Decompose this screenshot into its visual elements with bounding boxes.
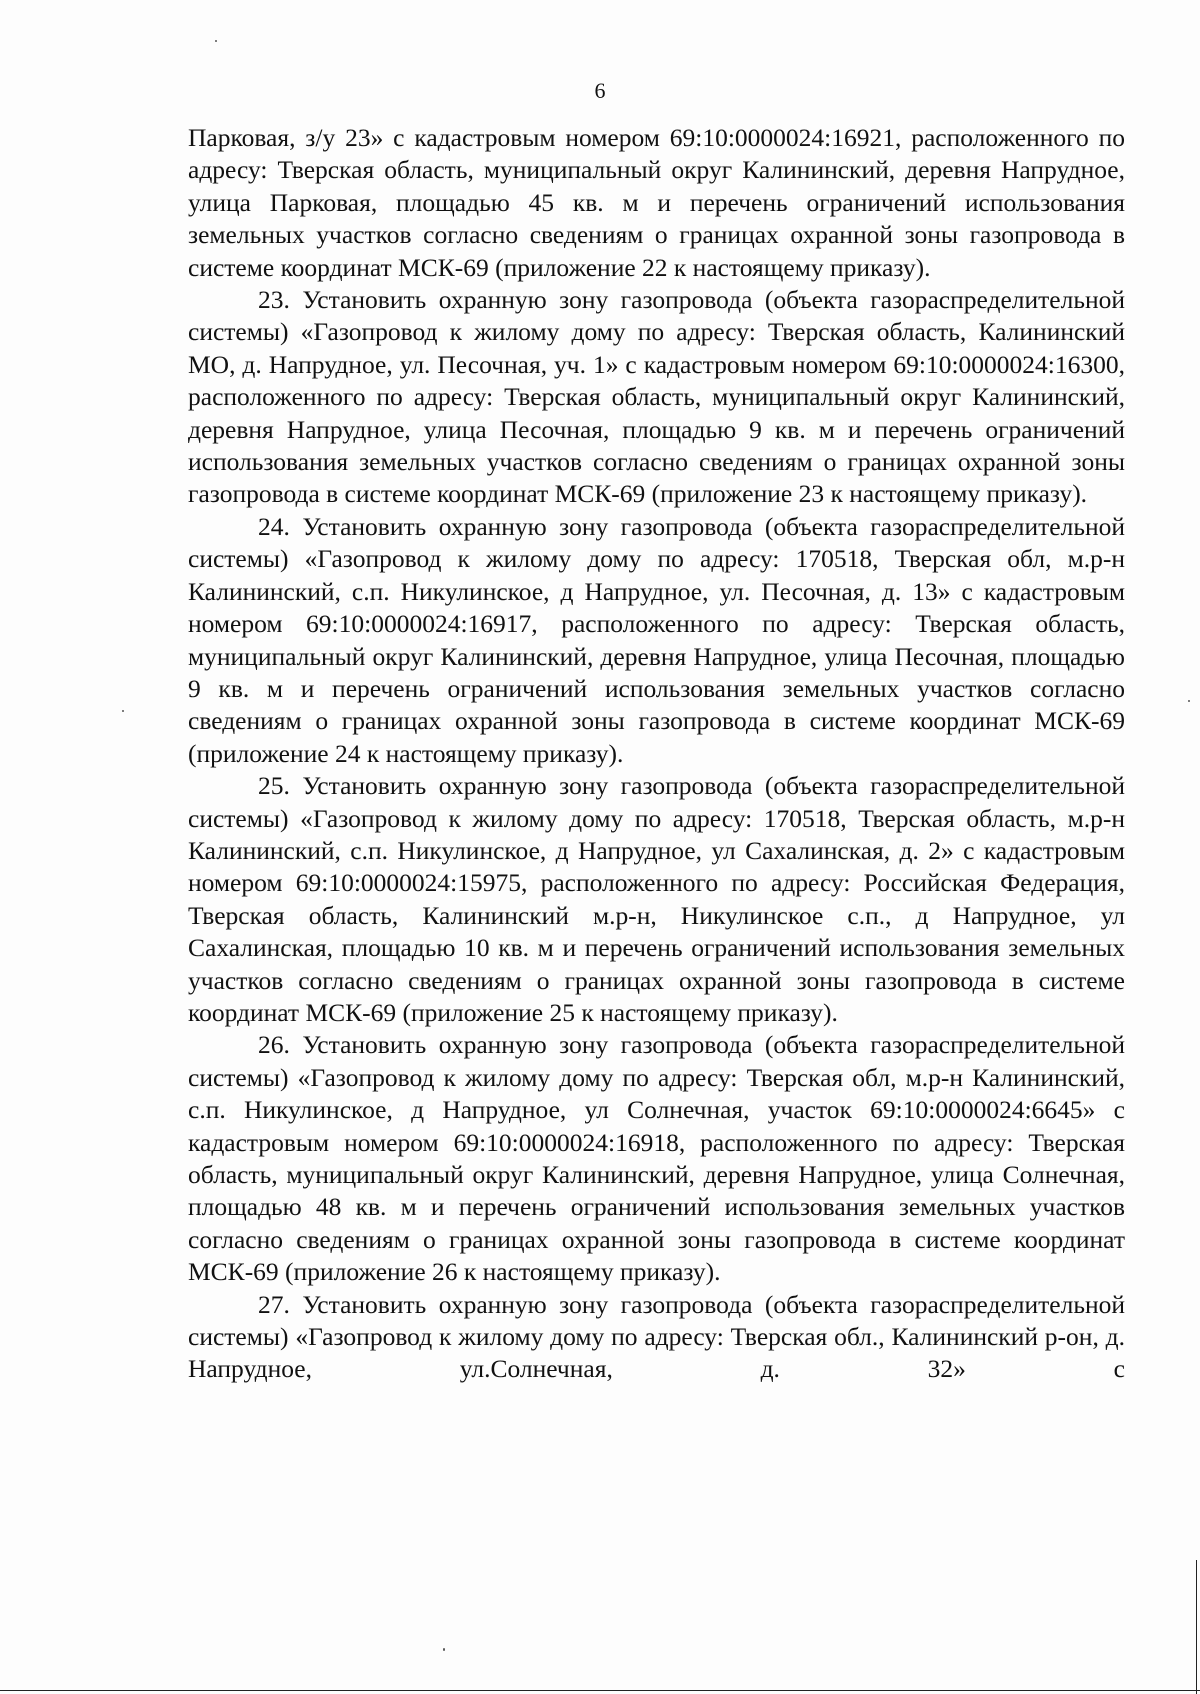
document-body (188, 122, 1125, 1386)
scan-speck (122, 710, 124, 712)
paragraph-27: 27. Установить охранную зону газопровода (объекта газораспределительной системы) «Газопровод к жилому дому по адресу: Тверская обл., Калининский р-он, д. Напрудное, ул.Солнечная, д. 32» с (188, 1289, 1125, 1384)
paragraph-26: 26. Установить охранную зону газопровода (объекта газораспределительной системы) «Газопровод к жилому дому по адресу: Тверская обл, м.р-н Калининский, с.п. Никулинское, д Напрудное, ул Солнечная, участок 69:10:0000024:6645» с кадастровым номером 69:10:0000024:16918, расположенного по адресу: Тверская область, муниципальный округ Калининский, деревня Напрудное, улица Солнечная, площадью 48 кв. м и перечень ограничений использования земельных участков согласно сведениям о границах охранной зоны газопровода в системе координат МСК-69 (приложение 26 к настоящему приказу). (188, 1030, 1125, 1287)
paragraph-22-continuation: Парковая, з/у 23» с кадастровым номером 69:10:0000024:16921, расположенного по адресу: Тверская область, муниципальный округ Калининский, деревня Напрудное, улица Парковая, площадью 45 кв. м и перечень ограничений использования земельных участков согласно сведениям о границах охранной зоны газопровода в системе координат МСК-69 (приложение 22 к настоящему приказу). (188, 123, 1125, 282)
page-number: 6 (594, 78, 606, 103)
scan-edge-line (1196, 1560, 1197, 1694)
scan-speck (215, 40, 217, 42)
paragraph-24: 24. Установить охранную зону газопровода (объекта газораспределительной системы) «Газопровод к жилому дому по адресу: 170518, Тверская обл, м.р-н Калининский, с.п. Никулинское, д Напрудное, ул. Песочная, д. 13» с кадастровым номером 69:10:0000024:16917, расположенного по адресу: Тверская область, муниципальный округ Калининский, деревня Напрудное, улица Песочная, площадью 9 кв. м и перечень ограничений использования земельных участков согласно сведениям о границах охранной зоны газопровода в системе координат МСК-69 (приложение 24 к настоящему приказу). (188, 511, 1125, 768)
paragraph-25: 25. Установить охранную зону газопровода (объекта газораспределительной системы) «Газопровод к жилому дому по адресу: 170518, Тверская область, м.р-н Калининский, с.п. Никулинское, д Напрудное, ул Сахалинская, д. 2» с кадастровым номером 69:10:0000024:15975, расположенного по адресу: Российская Федерация, Тверская область, Калининский м.р-н, Никулинское с.п., д Напрудное, ул Сахалинская, площадью 10 кв. м и перечень ограничений использования земельных участков согласно сведениям о границах охранной зоны газопровода в системе координат МСК-69 (приложение 25 к настоящему приказу). (188, 771, 1125, 1027)
scan-speck (1188, 700, 1190, 702)
paragraph-23: 23. Установить охранную зону газопровода (объекта газораспределительной системы) «Газопровод к жилому дому по адресу: Тверская область, Калининский МО, д. Напрудное, ул. Песочная, уч. 1» с кадастровым номером 69:10:0000024:16300, расположенного по адресу: Тверская область, муниципальный округ Калининский, деревня Напрудное, улица Песочная, площадью 9 кв. м и перечень ограничений использования земельных участков согласно сведениям о границах охранной зоны газопровода в системе координат МСК-69 (приложение 23 к настоящему приказу). (188, 285, 1125, 509)
scan-edge-line (0, 1690, 1200, 1691)
scan-speck (443, 1648, 445, 1651)
